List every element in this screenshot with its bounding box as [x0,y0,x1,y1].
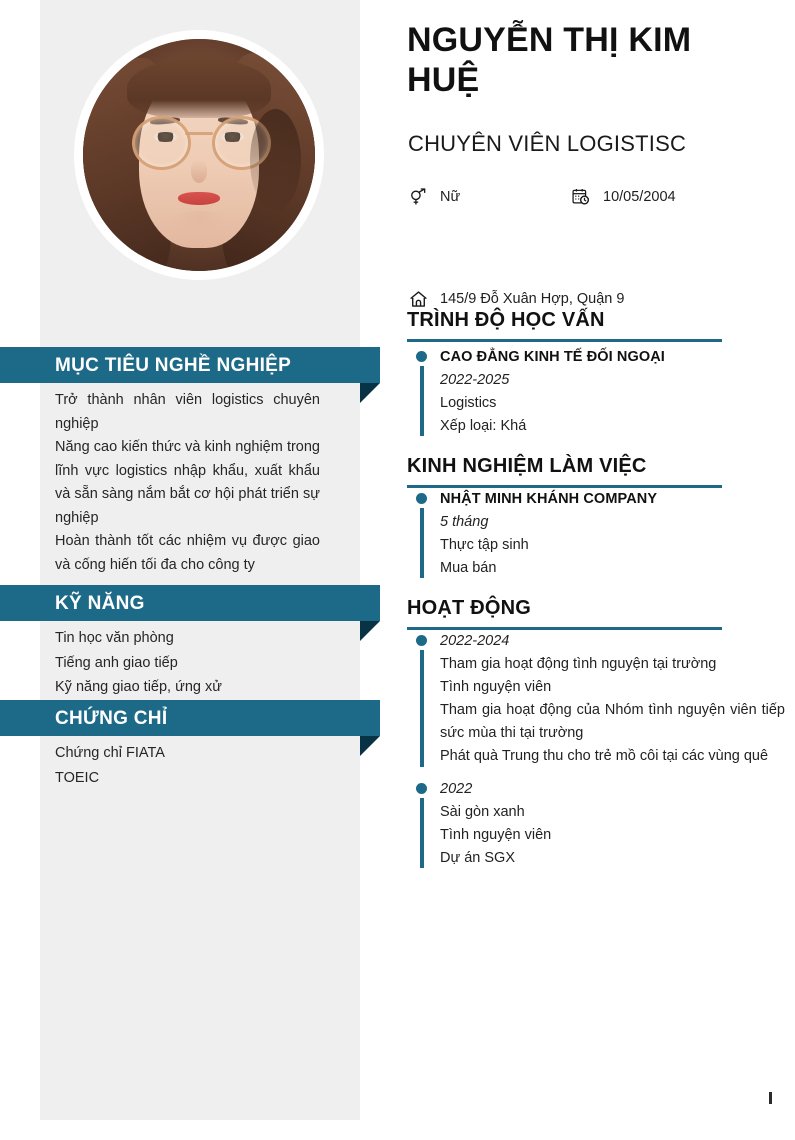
certificates-list [55,741,345,790]
timeline-bar [420,798,424,868]
entry-line: Dự án SGX [440,850,515,866]
skills-list [55,626,345,700]
objective-line: Hoàn thành tốt các nhiệm vụ được giao và cống hiến tối đa cho công ty [55,533,320,573]
entry-line: Sài gòn xanh [440,804,525,820]
portrait-shadow [250,109,301,211]
page-corner-mark [769,1092,772,1104]
main-column [395,0,795,1140]
entry-org: CAO ĐẲNG KINH TẾ ĐỐI NGOẠI [440,349,665,365]
objective-line: Năng cao kiến thức và kinh nghiệm trong lĩnh vực logistics nhập khẩu, xuất khẩu và sẵn sàng nắm bắt cơ hội phát triển sự nghiệp [55,439,320,526]
info-row-address [407,288,624,310]
timeline-dot [416,783,427,794]
objective-text [55,389,320,577]
entry-period: 2022-2025 [440,372,510,388]
page-title: NGUYỄN THỊ KIM HUỆ [407,21,692,99]
section-title-experience: KINH NGHIỆM LÀM VIỆC [407,455,722,488]
timeline-dot [416,635,427,646]
section-title-activities: HOẠT ĐỘNG [407,597,722,630]
entry-line: Phát quà Trung thu cho trẻ mồ côi tại các vùng quê [440,748,769,764]
info-row-gender [407,186,460,208]
home-icon [407,288,429,310]
section-title-skills: KỸ NĂNG [55,592,145,614]
portrait-nose [191,160,207,183]
calendar-clock-icon [570,186,592,208]
dob-value: 10/05/2004 [603,189,676,205]
ribbon-fold-skills [360,621,380,641]
list-item: Chứng chỉ FIATA [55,745,165,761]
ribbon-fold-objective [360,383,380,403]
portrait-chin [167,211,232,239]
job-title: CHUYÊN VIÊN LOGISTISC [408,131,687,156]
portrait-lips [178,192,220,205]
info-row-dob [570,186,676,208]
list-item: Kỹ năng giao tiếp, ứng xử [55,679,222,695]
timeline-dot [416,493,427,504]
entry-line: Mua bán [440,560,497,576]
timeline-bar [420,508,424,578]
entry-line: Tham gia hoạt động của Nhóm tình nguyện viên tiếp sức mùa thi tại trường [440,702,785,741]
section-title-certificates: CHỨNG CHỈ [55,707,168,729]
address-value: 145/9 Đỗ Xuân Hợp, Quận 9 [440,291,625,307]
entry-period: 2022 [440,781,473,797]
entry-period: 5 tháng [440,514,489,530]
activity-entry [407,778,787,870]
sidebar-column [0,0,395,1140]
ribbon-fold-certificates [360,736,380,756]
portrait-fringe [127,58,271,118]
entry-line: Tình nguyện viên [440,679,552,695]
experience-entry [407,488,787,580]
section-title-objective: MỤC TIÊU NGHỀ NGHIỆP [55,354,292,376]
entry-line: Logistics [440,395,497,411]
section-header-objective [0,347,380,383]
section-title-education: TRÌNH ĐỘ HỌC VẤN [407,309,722,342]
entry-line: Xếp loại: Khá [440,418,527,434]
portrait-glasses-bridge [185,132,213,135]
list-item: Tiếng anh giao tiếp [55,654,178,671]
entry-period: 2022-2024 [440,633,510,649]
objective-line: Trở thành nhân viên logistics chuyên nghiệp [55,392,320,432]
education-entry [407,346,787,438]
list-item: Tin học văn phòng [55,630,174,646]
entry-line: Tình nguyện viên [440,827,552,843]
portrait-glasses-left [132,116,191,171]
gender-value: Nữ [440,189,461,205]
timeline-bar [420,650,424,767]
entry-line: Thực tập sinh [440,537,529,553]
timeline-bar [420,366,424,436]
timeline-dot [416,351,427,362]
section-header-skills [0,585,380,621]
list-item: TOEIC [55,769,100,786]
activity-entry [407,630,787,769]
avatar-photo [83,39,315,271]
avatar [74,30,324,280]
entry-org: NHẬT MINH KHÁNH COMPANY [440,491,658,507]
gender-icon [407,186,429,208]
section-header-certificates [0,700,380,736]
entry-line: Tham gia hoạt động tình nguyện tại trường [440,656,717,672]
